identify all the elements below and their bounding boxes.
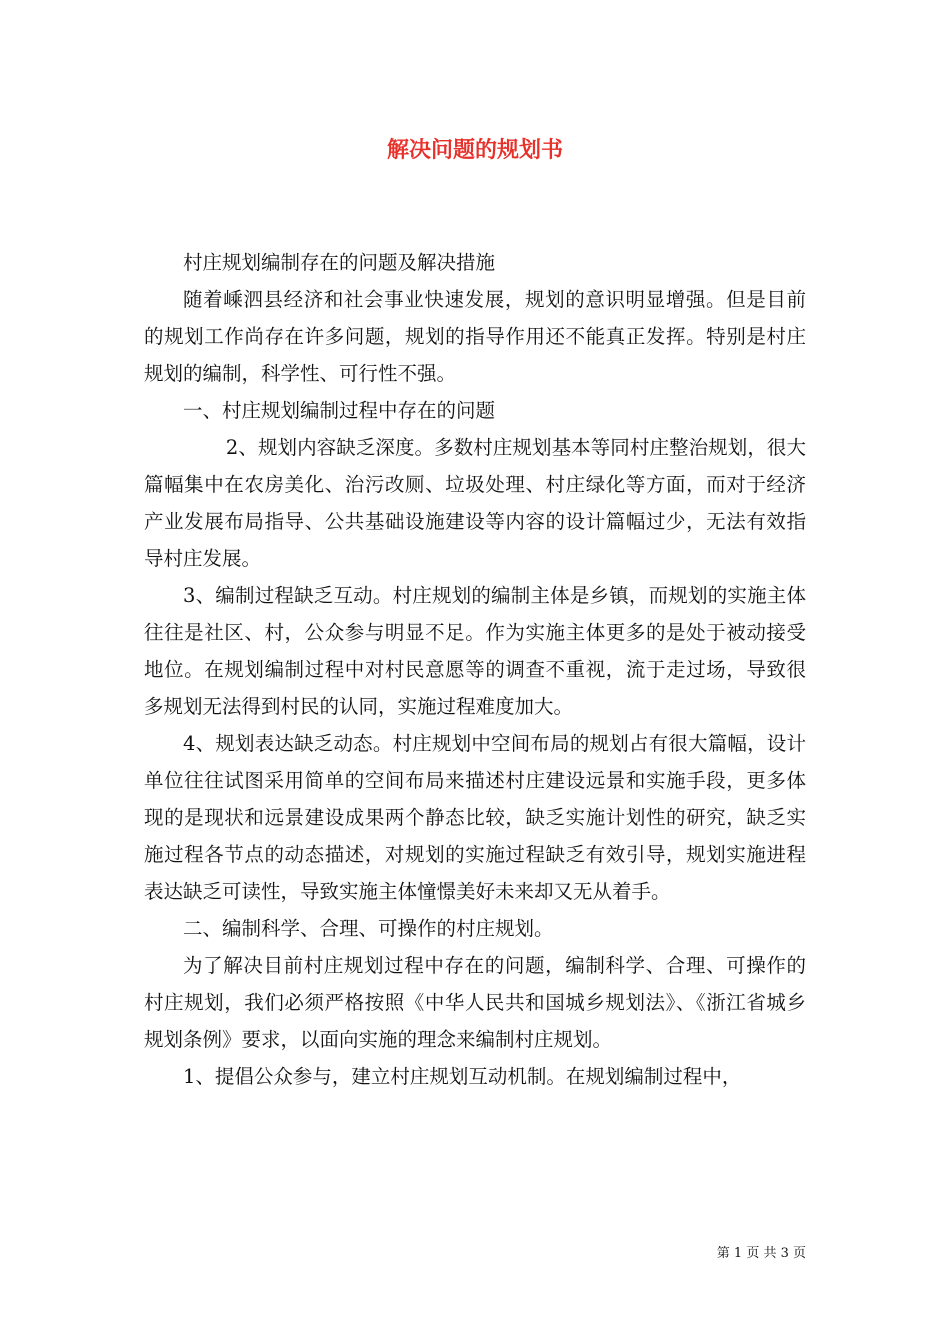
paragraph-intro: 随着嵊泗县经济和社会事业快速发展，规划的意识明显增强。但是目前的规划工作尚存在许多问题，规划的指导作用还不能真正发挥。特别是村庄规划的编制，科学性、可行性不强。: [144, 288, 806, 385]
paragraph-item-4: 4、规划表达缺乏动态。村庄规划中空间布局的规划占有很大篇幅，设计单位往往试图采用简单的空间布局来描述村庄建设远景和实施手段，更多体现的是现状和远景建设成果两个静态比较，缺乏实施计划性的研究，缺乏实施过程各节点的动态描述，对规划的实施过程缺乏有效引导，规划实施进程表达缺乏可读性，导致实施主体憧憬美好未来却又无从着手。: [144, 732, 806, 903]
paragraph-item-2: 2、规划内容缺乏深度。多数村庄规划基本等同村庄整治规划，很大篇幅集中在农房美化、治污改厕、垃圾处理、村庄绿化等方面，而对于经济产业发展布局指导、公共基础设施建设等内容的设计篇幅过少，无法有效指导村庄发展。: [144, 436, 806, 570]
section-heading-2: 二、编制科学、合理、可操作的村庄规划。: [183, 917, 554, 940]
paragraph-item-3: 3、编制过程缺乏互动。村庄规划的编制主体是乡镇，而规划的实施主体往往是社区、村，公众参与明显不足。作为实施主体更多的是处于被动接受地位。在规划编制过程中对村民意愿等的调查不重视，流于走过场，导致很多规划无法得到村民的认同，实施过程难度加大。: [144, 584, 806, 718]
section-heading-1: 一、村庄规划编制过程中存在的问题: [183, 399, 496, 422]
paragraph-heading: 村庄规划编制存在的问题及解决措施: [183, 251, 496, 274]
paragraph-solution-1: 1、提倡公众参与，建立村庄规划互动机制。在规划编制过程中，: [183, 1065, 742, 1088]
page-number: 第 1 页 共 3 页: [716, 1246, 806, 1261]
document-title: 解决问题的规划书: [386, 137, 563, 163]
paragraph-solution-intro: 为了解决目前村庄规划过程中存在的问题，编制科学、合理、可操作的村庄规划，我们必须严格按照《中华人民共和国城乡规划法》、《浙江省城乡规划条例》要求，以面向实施的理念来编制村庄规划。: [144, 954, 806, 1051]
document-body: [144, 244, 806, 1095]
